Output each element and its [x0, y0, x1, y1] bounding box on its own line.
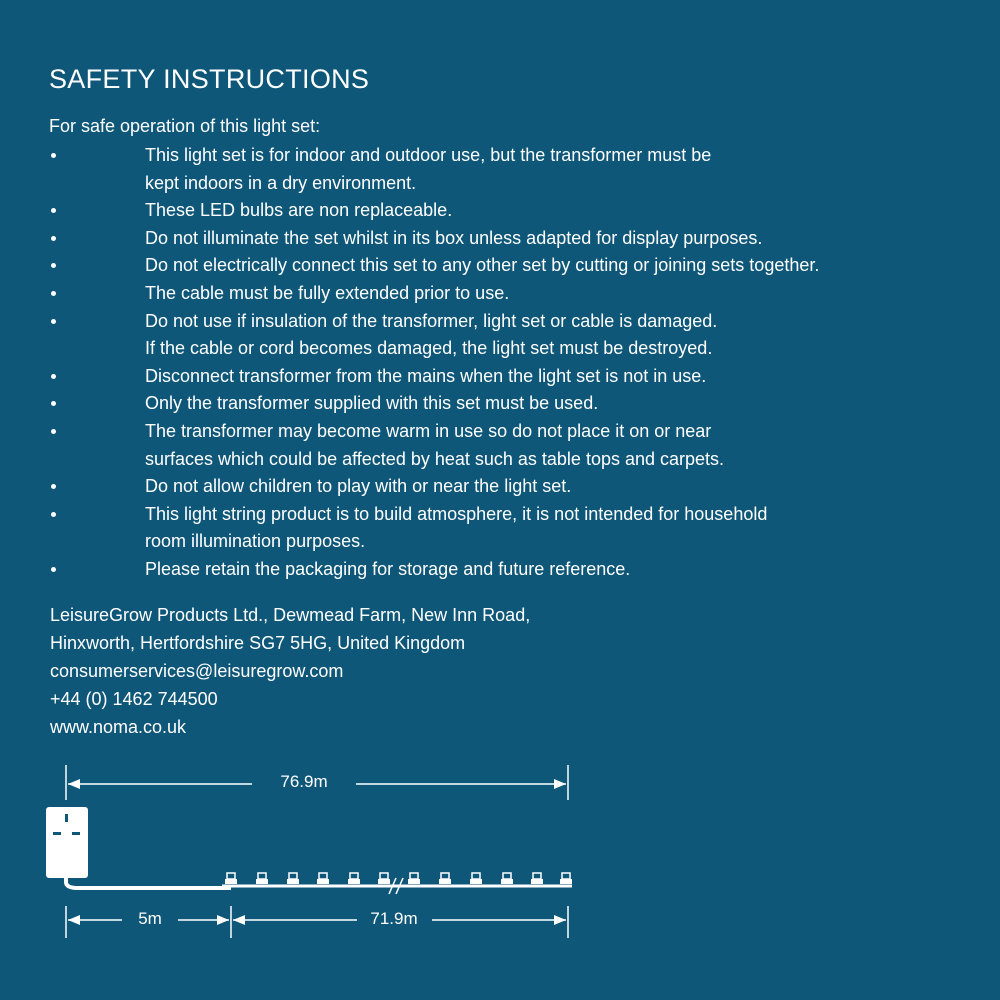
- safety-bullet-item: [0, 418, 1000, 473]
- light-set-length-diagram: [0, 760, 1000, 960]
- led-bulbs-group: [225, 873, 572, 884]
- led-bulb-icon: [225, 873, 237, 884]
- safety-bullet-list: [0, 142, 1000, 584]
- safety-bullet-item: [0, 501, 1000, 556]
- bullet-text-line: This light set is for indoor and outdoor use, but the transformer must be: [145, 145, 712, 165]
- arrow-left-icon: [68, 779, 80, 789]
- bullet-text-line: Do not electrically connect this set to any other set by cutting or joining sets together.: [145, 255, 820, 276]
- contact-website: www.noma.co.uk: [50, 717, 187, 737]
- led-bulb-icon: [256, 873, 268, 884]
- led-bulb-icon: [348, 873, 360, 884]
- safety-bullet-item: [0, 225, 1000, 253]
- plug-transformer-icon: [46, 807, 88, 878]
- bullet-dot-icon: [51, 567, 56, 572]
- bullet-text-line: The transformer may become warm in use so do not place it on or near: [145, 420, 712, 441]
- total-length-dimension: [66, 765, 568, 800]
- led-bulb-icon: [560, 873, 572, 884]
- lit-length-dimension: [233, 906, 568, 938]
- bullet-text-line: Do not use if insulation of the transformer, light set or cable is damaged.: [145, 310, 718, 331]
- safety-bullet-item: [0, 473, 1000, 501]
- led-bulb-icon: [317, 873, 329, 884]
- led-bulb-icon: [470, 873, 482, 884]
- bullet-text-line: Please retain the packaging for storage and future reference.: [145, 558, 631, 579]
- safety-bullet-item: [0, 280, 1000, 308]
- arrow-left-icon: [68, 915, 80, 925]
- safety-bullet-item: [0, 142, 1000, 197]
- total-length-label: 76.9m: [280, 772, 328, 791]
- bullet-dot-icon: [51, 429, 56, 434]
- bullet-dot-icon: [51, 512, 56, 517]
- bullet-text-line: These LED bulbs are non replaceable.: [145, 200, 453, 221]
- bullet-dot-icon: [51, 153, 56, 158]
- led-bulb-icon: [378, 873, 390, 884]
- arrow-left-icon: [233, 915, 245, 925]
- address-line-1: LeisureGrow Products Ltd., Dewmead Farm, New Inn Road,: [50, 605, 531, 625]
- bullet-text-line: room illumination purposes.: [145, 531, 366, 552]
- safety-bullet-item: [0, 252, 1000, 280]
- contact-block: [50, 601, 530, 741]
- led-bulb-icon: [439, 873, 451, 884]
- arrow-right-icon: [217, 915, 229, 925]
- bullet-text-line: surfaces which could be affected by heat such as table tops and carpets.: [145, 448, 725, 469]
- arrow-right-icon: [554, 779, 566, 789]
- bullet-text-line: Do not allow children to play with or near the light set.: [145, 476, 572, 497]
- bullet-text-line: This light string product is to build atmosphere, it is not intended for household: [145, 503, 768, 524]
- bullet-text-line: If the cable or cord becomes damaged, the light set must be destroyed.: [145, 338, 713, 359]
- safety-bullet-item: [0, 390, 1000, 418]
- safety-bullet-item: [0, 197, 1000, 225]
- bullet-text-line: Only the transformer supplied with this set must be used.: [145, 393, 599, 414]
- contact-phone: +44 (0) 1462 744500: [50, 689, 218, 709]
- safety-heading: SAFETY INSTRUCTIONS: [49, 64, 370, 94]
- bullet-dot-icon: [51, 291, 56, 296]
- bullet-text-line: Do not illuminate the set whilst in its box unless adapted for display purposes.: [145, 227, 763, 248]
- led-bulb-icon: [408, 873, 420, 884]
- contact-email: consumerservices@leisuregrow.com: [50, 661, 344, 681]
- bullet-text-line: The cable must be fully extended prior to use.: [145, 282, 510, 303]
- light-string: [222, 873, 572, 894]
- lit-length-label: 71.9m: [370, 909, 418, 928]
- lead-length-label: 5m: [138, 909, 162, 928]
- led-bulb-icon: [287, 873, 299, 884]
- safety-bullet-item: [0, 363, 1000, 391]
- led-bulb-icon: [531, 873, 543, 884]
- address-line-2: Hinxworth, Hertfordshire SG7 5HG, United Kingdom: [50, 633, 466, 653]
- bullet-dot-icon: [51, 236, 56, 241]
- arrow-right-icon: [554, 915, 566, 925]
- intro-text: For safe operation of this light set:: [49, 116, 321, 136]
- lead-length-dimension: [66, 906, 231, 938]
- safety-bullet-item: [0, 308, 1000, 363]
- bullet-dot-icon: [51, 319, 56, 324]
- bullet-text-line: kept indoors in a dry environment.: [145, 172, 417, 193]
- lead-cable: [66, 878, 231, 888]
- bullet-dot-icon: [51, 374, 56, 379]
- led-bulb-icon: [501, 873, 513, 884]
- bullet-text-line: Disconnect transformer from the mains when the light set is not in use.: [145, 365, 707, 386]
- safety-bullet-item: [0, 556, 1000, 584]
